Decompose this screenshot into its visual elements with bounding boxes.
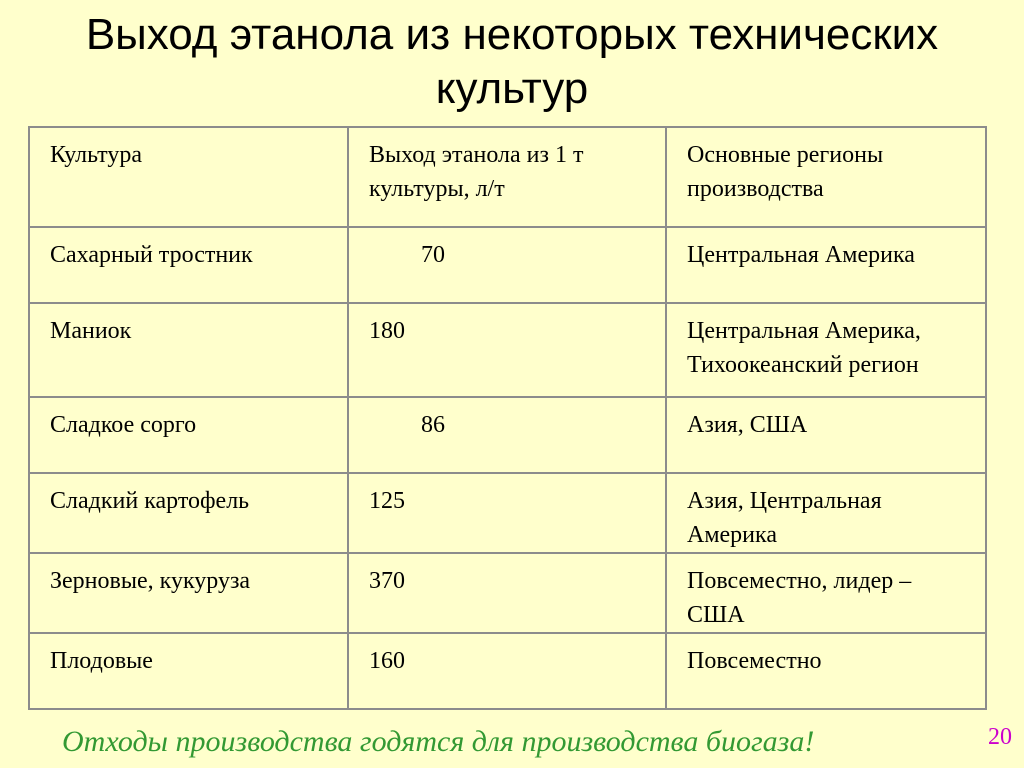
regions-cell: Повсеместно <box>666 633 986 709</box>
table-row <box>29 397 986 473</box>
table-header-row <box>29 127 986 227</box>
table-row <box>29 633 986 709</box>
table-row <box>29 227 986 303</box>
yield-cell: 160 <box>348 633 666 709</box>
header-culture: Культура <box>29 127 348 227</box>
table-row <box>29 553 986 633</box>
culture-cell: Сладкое сорго <box>29 397 348 473</box>
table-row <box>29 303 986 397</box>
table-row <box>29 473 986 553</box>
slide-title: Выход этанола из некоторых технических культур <box>85 10 939 113</box>
culture-cell: Сладкий картофель <box>29 473 348 553</box>
yield-cell: 125 <box>348 473 666 553</box>
header-ethanol-yield: Выход этанола из 1 т культуры, л/т <box>348 127 666 227</box>
footer-note: Отходы производства годятся для производства биогаза! <box>62 725 815 758</box>
yield-cell: 86 <box>348 397 666 473</box>
regions-cell: Центральная Америка, Тихоокеанский регион <box>666 303 986 397</box>
yield-cell: 370 <box>348 553 666 633</box>
culture-cell: Зерновые, кукуруза <box>29 553 348 633</box>
regions-cell: Азия, США <box>666 397 986 473</box>
yield-cell: 70 <box>348 227 666 303</box>
page-number: 20 <box>988 724 1012 750</box>
header-regions: Основные регионы производства <box>666 127 986 227</box>
regions-cell: Азия, Центральная Америка <box>666 473 986 553</box>
yield-cell: 180 <box>348 303 666 397</box>
culture-cell: Плодовые <box>29 633 348 709</box>
regions-cell: Центральная Америка <box>666 227 986 303</box>
regions-cell: Повсеместно, лидер – США <box>666 553 986 633</box>
culture-cell: Маниок <box>29 303 348 397</box>
culture-cell: Сахарный тростник <box>29 227 348 303</box>
ethanol-yield-table <box>28 126 987 710</box>
